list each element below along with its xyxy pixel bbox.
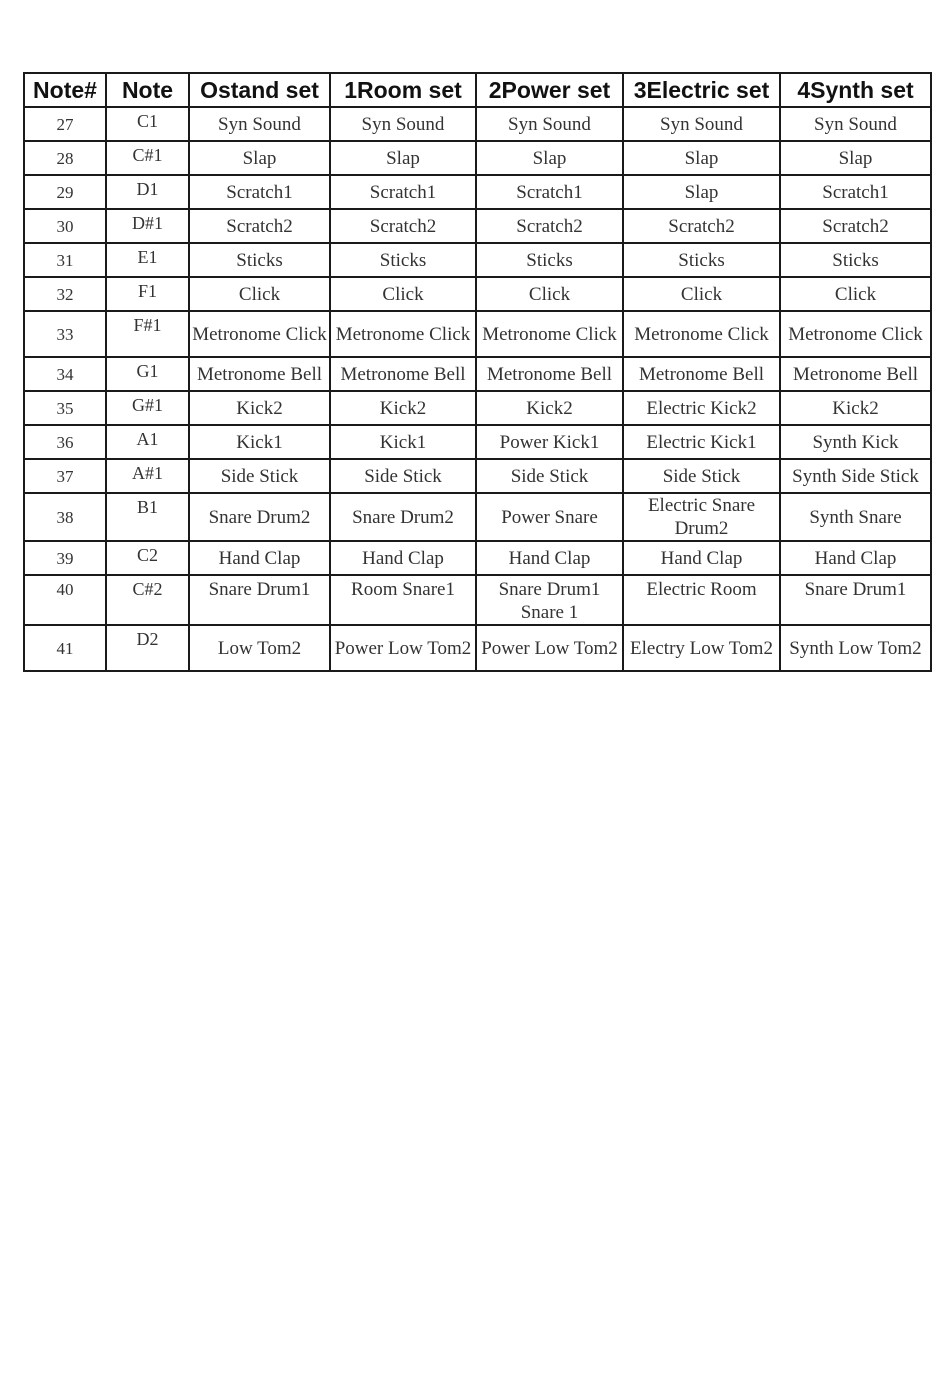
electric-set-cell: Slap (623, 175, 780, 209)
header-electric-set: 3Electric set (623, 73, 780, 107)
electric-set-cell: Metronome Bell (623, 357, 780, 391)
electric-set-cell: Sticks (623, 243, 780, 277)
ostand-set-cell: Syn Sound (189, 107, 330, 141)
note-name-cell: D1 (106, 175, 189, 209)
synth-set-cell: Synth Low Tom2 (780, 625, 931, 671)
note-number-cell: 37 (24, 459, 106, 493)
synth-set-cell: Click (780, 277, 931, 311)
table-row (24, 311, 931, 357)
note-name-cell: C2 (106, 541, 189, 575)
room-set-cell: Power Low Tom2 (330, 625, 476, 671)
room-set-cell: Hand Clap (330, 541, 476, 575)
ostand-set-cell: Scratch1 (189, 175, 330, 209)
power-set-cell: Slap (476, 141, 623, 175)
synth-set-cell: Metronome Click (780, 311, 931, 357)
room-set-cell: Metronome Bell (330, 357, 476, 391)
note-number-cell: 34 (24, 357, 106, 391)
table-row (24, 493, 931, 541)
note-number-cell: 31 (24, 243, 106, 277)
electric-set-cell: Electric Kick1 (623, 425, 780, 459)
header-room-set: 1Room set (330, 73, 476, 107)
table-body (24, 107, 931, 671)
drum-kit-sheet (23, 72, 930, 672)
note-number-cell: 33 (24, 311, 106, 357)
room-set-cell: Snare Drum2 (330, 493, 476, 541)
power-set-cell: Scratch1 (476, 175, 623, 209)
power-set-cell: Power Kick1 (476, 425, 623, 459)
header-note-number: Note# (24, 73, 106, 107)
synth-set-cell: Synth Side Stick (780, 459, 931, 493)
note-name-cell: G1 (106, 357, 189, 391)
note-number-cell: 28 (24, 141, 106, 175)
note-number-cell: 27 (24, 107, 106, 141)
synth-set-cell: Sticks (780, 243, 931, 277)
table-row (24, 625, 931, 671)
electric-set-cell: Click (623, 277, 780, 311)
synth-set-cell: Synth Snare (780, 493, 931, 541)
synth-set-cell: Metronome Bell (780, 357, 931, 391)
ostand-set-cell: Snare Drum2 (189, 493, 330, 541)
ostand-set-cell: Metronome Click (189, 311, 330, 357)
table-row (24, 141, 931, 175)
note-name-cell: B1 (106, 493, 189, 541)
note-number-cell: 41 (24, 625, 106, 671)
power-set-cell: Syn Sound (476, 107, 623, 141)
power-set-cell: Kick2 (476, 391, 623, 425)
table-row (24, 459, 931, 493)
ostand-set-cell: Kick1 (189, 425, 330, 459)
power-set-cell: Side Stick (476, 459, 623, 493)
room-set-cell: Syn Sound (330, 107, 476, 141)
note-number-cell: 40 (24, 575, 106, 625)
room-set-cell: Scratch1 (330, 175, 476, 209)
synth-set-cell: Syn Sound (780, 107, 931, 141)
electric-set-cell: Electry Low Tom2 (623, 625, 780, 671)
power-set-cell: Power Low Tom2 (476, 625, 623, 671)
synth-set-cell: Kick2 (780, 391, 931, 425)
room-set-cell: Sticks (330, 243, 476, 277)
note-number-cell: 30 (24, 209, 106, 243)
electric-set-cell: Electric Room (623, 575, 780, 625)
ostand-set-cell: Low Tom2 (189, 625, 330, 671)
table-row (24, 357, 931, 391)
electric-set-cell: Metronome Click (623, 311, 780, 357)
note-name-cell: C1 (106, 107, 189, 141)
room-set-cell: Side Stick (330, 459, 476, 493)
table-row (24, 277, 931, 311)
room-set-cell: Metronome Click (330, 311, 476, 357)
table-row (24, 391, 931, 425)
note-name-cell: F1 (106, 277, 189, 311)
note-name-cell: E1 (106, 243, 189, 277)
note-number-cell: 32 (24, 277, 106, 311)
electric-set-cell: Syn Sound (623, 107, 780, 141)
ostand-set-cell: Hand Clap (189, 541, 330, 575)
room-set-cell: Kick2 (330, 391, 476, 425)
power-set-cell: Sticks (476, 243, 623, 277)
header-synth-set: 4Synth set (780, 73, 931, 107)
note-name-cell: D#1 (106, 209, 189, 243)
electric-set-cell: Electric Kick2 (623, 391, 780, 425)
note-name-cell: C#2 (106, 575, 189, 625)
table-row (24, 541, 931, 575)
note-number-cell: 38 (24, 493, 106, 541)
synth-set-cell: Synth Kick (780, 425, 931, 459)
room-set-cell: Click (330, 277, 476, 311)
ostand-set-cell: Slap (189, 141, 330, 175)
note-number-cell: 35 (24, 391, 106, 425)
electric-set-cell: Side Stick (623, 459, 780, 493)
electric-set-cell: Electric Snare Drum2 (623, 493, 780, 541)
header-power-set: 2Power set (476, 73, 623, 107)
power-set-cell: Metronome Click (476, 311, 623, 357)
ostand-set-cell: Kick2 (189, 391, 330, 425)
ostand-set-cell: Click (189, 277, 330, 311)
table-row (24, 209, 931, 243)
ostand-set-cell: Scratch2 (189, 209, 330, 243)
note-name-cell: A#1 (106, 459, 189, 493)
synth-set-cell: Scratch1 (780, 175, 931, 209)
table-row (24, 575, 931, 625)
electric-set-cell: Slap (623, 141, 780, 175)
synth-set-cell: Hand Clap (780, 541, 931, 575)
drum-kit-table (23, 72, 932, 672)
ostand-set-cell: Metronome Bell (189, 357, 330, 391)
room-set-cell: Slap (330, 141, 476, 175)
table-row (24, 107, 931, 141)
note-name-cell: A1 (106, 425, 189, 459)
ostand-set-cell: Sticks (189, 243, 330, 277)
table-row (24, 243, 931, 277)
power-set-cell: Power Snare (476, 493, 623, 541)
note-name-cell: G#1 (106, 391, 189, 425)
synth-set-cell: Slap (780, 141, 931, 175)
power-set-cell: Metronome Bell (476, 357, 623, 391)
power-set-cell: Snare Drum1 Snare 1 (476, 575, 623, 625)
synth-set-cell: Scratch2 (780, 209, 931, 243)
power-set-cell: Hand Clap (476, 541, 623, 575)
note-number-cell: 36 (24, 425, 106, 459)
room-set-cell: Scratch2 (330, 209, 476, 243)
note-name-cell: D2 (106, 625, 189, 671)
electric-set-cell: Scratch2 (623, 209, 780, 243)
table-row (24, 175, 931, 209)
synth-set-cell: Snare Drum1 (780, 575, 931, 625)
table-header-row (24, 73, 931, 107)
header-ostand-set: Ostand set (189, 73, 330, 107)
ostand-set-cell: Side Stick (189, 459, 330, 493)
table-row (24, 425, 931, 459)
note-number-cell: 39 (24, 541, 106, 575)
room-set-cell: Kick1 (330, 425, 476, 459)
power-set-cell: Scratch2 (476, 209, 623, 243)
power-set-cell: Click (476, 277, 623, 311)
note-number-cell: 29 (24, 175, 106, 209)
electric-set-cell: Hand Clap (623, 541, 780, 575)
note-name-cell: F#1 (106, 311, 189, 357)
header-note: Note (106, 73, 189, 107)
note-name-cell: C#1 (106, 141, 189, 175)
room-set-cell: Room Snare1 (330, 575, 476, 625)
ostand-set-cell: Snare Drum1 (189, 575, 330, 625)
